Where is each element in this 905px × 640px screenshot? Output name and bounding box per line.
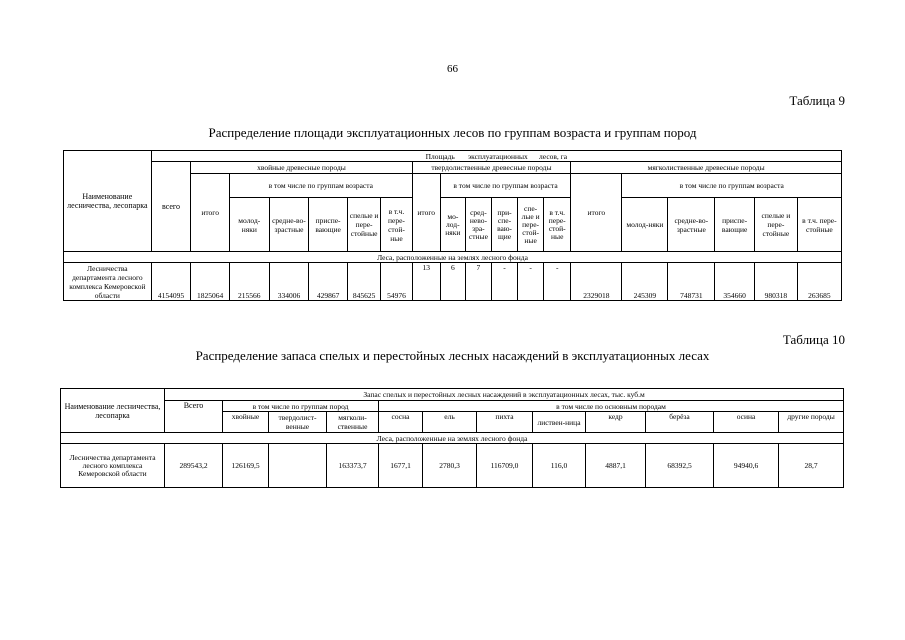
c-ripening-header: приспе-вающие: [309, 198, 348, 252]
t10-cell-birch: 68392,5: [646, 444, 714, 488]
t10-cell-aspen: 94940,6: [714, 444, 779, 488]
table9-label: Таблица 9: [789, 93, 845, 108]
c-over-header: в т.ч. пере-стой-ные: [381, 198, 412, 252]
s-middle-header: средне-во-зрастные: [668, 198, 715, 252]
t10-stock-header: Запас спелых и перестойных лесных насаждений в эксплуатационных лесах, тыс. куб.м: [165, 389, 844, 401]
h-young-header: мо-лод-няки: [440, 198, 465, 252]
h-mature-header: спе-лые и пере-стой-ные: [518, 198, 544, 252]
conifer-itogo-header: итого: [191, 174, 230, 252]
conifer-age-groups-header: в том числе по группам возраста: [229, 174, 412, 198]
cell-h-over: -: [544, 263, 571, 301]
row-name: Лесничества департамента лесного комплекса Кемеровской области: [64, 263, 152, 301]
table9: [63, 150, 842, 301]
t10-cell-total: 289543,2: [165, 444, 223, 488]
cell-c-over: 54976: [381, 263, 412, 301]
table9-title: Распределение площади эксплуатационных лесов по группам возраста и группам пород: [208, 125, 697, 140]
cell-h-mature: -: [518, 263, 544, 301]
table10-title: Распределение запаса спелых и перестойных лесных насаждений в эксплуатационных лесах: [195, 348, 710, 363]
t10-conifer-header: хвойные: [223, 412, 269, 433]
t10-cell-hardwood: [269, 444, 327, 488]
table10: [60, 388, 844, 488]
t10-cell-conifer: 126169,5: [223, 444, 269, 488]
cell-c-itogo: 1825064: [191, 263, 230, 301]
cell-s-over: 263685: [797, 263, 841, 301]
cell-s-ripening: 354660: [715, 263, 755, 301]
t10-spruce-header: ель: [423, 412, 477, 433]
cell-s-itogo: 2329018: [571, 263, 622, 301]
cell-h-ripening: -: [491, 263, 517, 301]
t10-softwood-header: мягколи-ственные: [327, 412, 379, 433]
name-col-header: Наименование лесничества, лесопарка: [64, 151, 152, 252]
table-row: [61, 444, 844, 488]
conifer-header: хвойные древесные породы: [191, 162, 412, 174]
softwood-age-groups-header: в том числе по группам возраста: [622, 174, 842, 198]
softwood-itogo-header: итого: [571, 174, 622, 252]
c-middle-header: средне-во-зрастные: [269, 198, 309, 252]
t10-cell-softwood: 163373,7: [327, 444, 379, 488]
c-young-header: молод-няки: [229, 198, 269, 252]
cell-c-young: 215566: [229, 263, 269, 301]
s-ripening-header: приспе-вающие: [715, 198, 755, 252]
table-row: [64, 263, 842, 301]
h-over-header: в т.ч. пере-стой-ные: [544, 198, 571, 252]
cell-h-young: 6: [440, 263, 465, 301]
t10-aspen-header: осина: [714, 412, 779, 433]
s-young-header: молод-няки: [622, 198, 668, 252]
cell-c-mature: 845625: [347, 263, 380, 301]
c-mature-header: спелые и пере-стойные: [347, 198, 380, 252]
hardwood-header: твердолиственные древесные породы: [412, 162, 571, 174]
total-header: всего: [151, 162, 191, 252]
t10-cell-other: 28,7: [779, 444, 844, 488]
cell-h-itogo: 13: [412, 263, 440, 301]
h-ripening-header: при-спе-ваю-щие: [491, 198, 517, 252]
cell-s-young: 245309: [622, 263, 668, 301]
t10-larch-header: листвен-ница: [533, 412, 586, 433]
t10-other-header: другие породы: [779, 412, 844, 433]
cell-c-middle: 334006: [269, 263, 309, 301]
cell-s-mature: 980318: [754, 263, 797, 301]
t10-cell-spruce: 2780,3: [423, 444, 477, 488]
cell-c-ripening: 429867: [309, 263, 348, 301]
t10-fir-header: пихта: [477, 412, 533, 433]
table10-label: Таблица 10: [782, 332, 845, 347]
t10-cell-cedar: 4887,1: [586, 444, 646, 488]
t10-total-header: Всего: [165, 401, 223, 433]
t10-cedar-header: кедр: [586, 412, 646, 433]
cell-s-middle: 748731: [668, 263, 715, 301]
t10-pine-header: сосна: [379, 412, 423, 433]
page-number: 66: [447, 63, 458, 75]
t10-cell-fir: 116709,0: [477, 444, 533, 488]
table9-section-row: Леса, расположенные на землях лесного фонда: [64, 252, 842, 263]
t10-cell-pine: 1677,1: [379, 444, 423, 488]
h-middle-header: сред-нево-зра-стные: [465, 198, 491, 252]
s-over-header: в т.ч. пере-стойные: [797, 198, 841, 252]
cell-h-middle: 7: [465, 263, 491, 301]
t10-birch-header: берёза: [646, 412, 714, 433]
area-header: Площадь эксплуатационных лесов, га: [151, 151, 841, 162]
t10-by-groups-header: в том числе по группам пород: [223, 401, 379, 412]
t10-row-name: Лесничества департамента лесного комплекса Кемеровской области: [61, 444, 165, 488]
t10-cell-larch: 116,0: [533, 444, 586, 488]
t10-hardwood-header: твердолист-венные: [269, 412, 327, 433]
hardwood-itogo-header: итого: [412, 174, 440, 252]
softwood-header: мягколиственные древесные породы: [571, 162, 842, 174]
t10-by-species-header: в том числе по основным породам: [379, 401, 844, 412]
table10-section-row: Леса, расположенные на землях лесного фонда: [61, 433, 844, 444]
s-mature-header: спелые и пере-стойные: [754, 198, 797, 252]
hardwood-age-groups-header: в том числе по группам возраста: [440, 174, 570, 198]
t10-name-col-header: Наименование лесничества, лесопарка: [61, 389, 165, 433]
cell-total: 4154095: [151, 263, 191, 301]
